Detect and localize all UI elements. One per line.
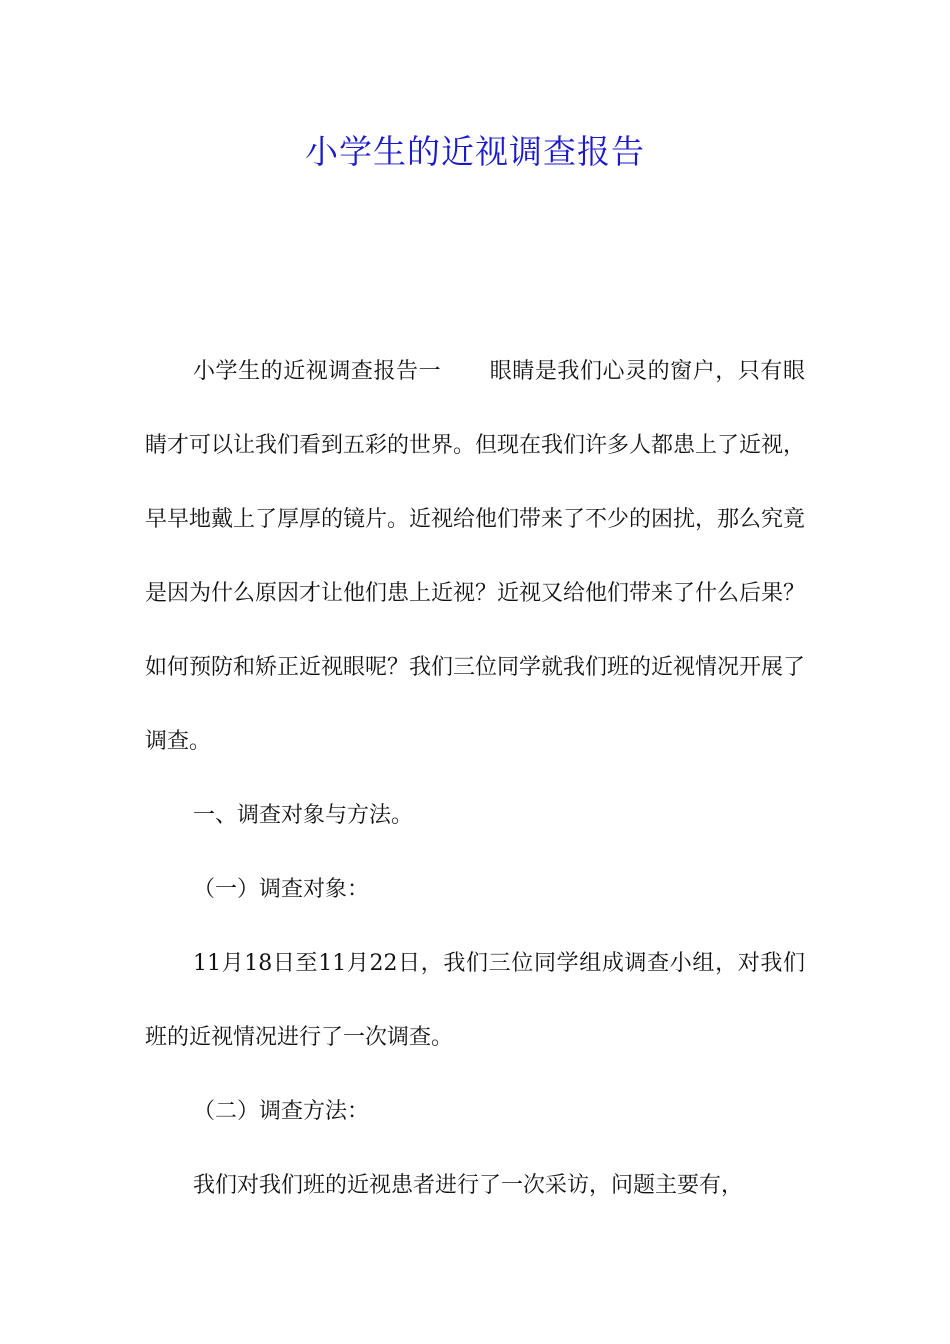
subsection-text-2: 我们对我们班的近视患者进行了一次采访，问题主要有， <box>193 1173 744 1198</box>
section-heading-1: 一、调查对象与方法。 <box>193 803 414 828</box>
subsection-heading-2: （二）调查方法： <box>193 1099 370 1124</box>
intro-paragraph <box>145 335 805 779</box>
document-title: 小学生的近视调查报告 <box>305 132 645 171</box>
subsection-heading-1: （一）调查对象： <box>193 877 370 902</box>
intro-text: 眼睛是我们心灵的窗户，只有眼睛才可以让我们看到五彩的世界。但现在我们许多人都患上了近视，早早地戴上了厚厚的镜片。近视给他们带来了不少的困扰，那么究竟是因为什么原因才让他们患上近视？近视又给他们带来了什么后果？如何预防和矫正近视眼呢？我们三位同学就我们班的近视情况开展了调查。 <box>145 359 806 754</box>
document-body <box>145 335 805 1223</box>
subsection-text-1: 11月18日至11月22日，我们三位同学组成调查小组，对我们班的近视情况进行了一次调查。 <box>145 951 805 1050</box>
intro-heading: 小学生的近视调查报告一 <box>193 359 442 384</box>
